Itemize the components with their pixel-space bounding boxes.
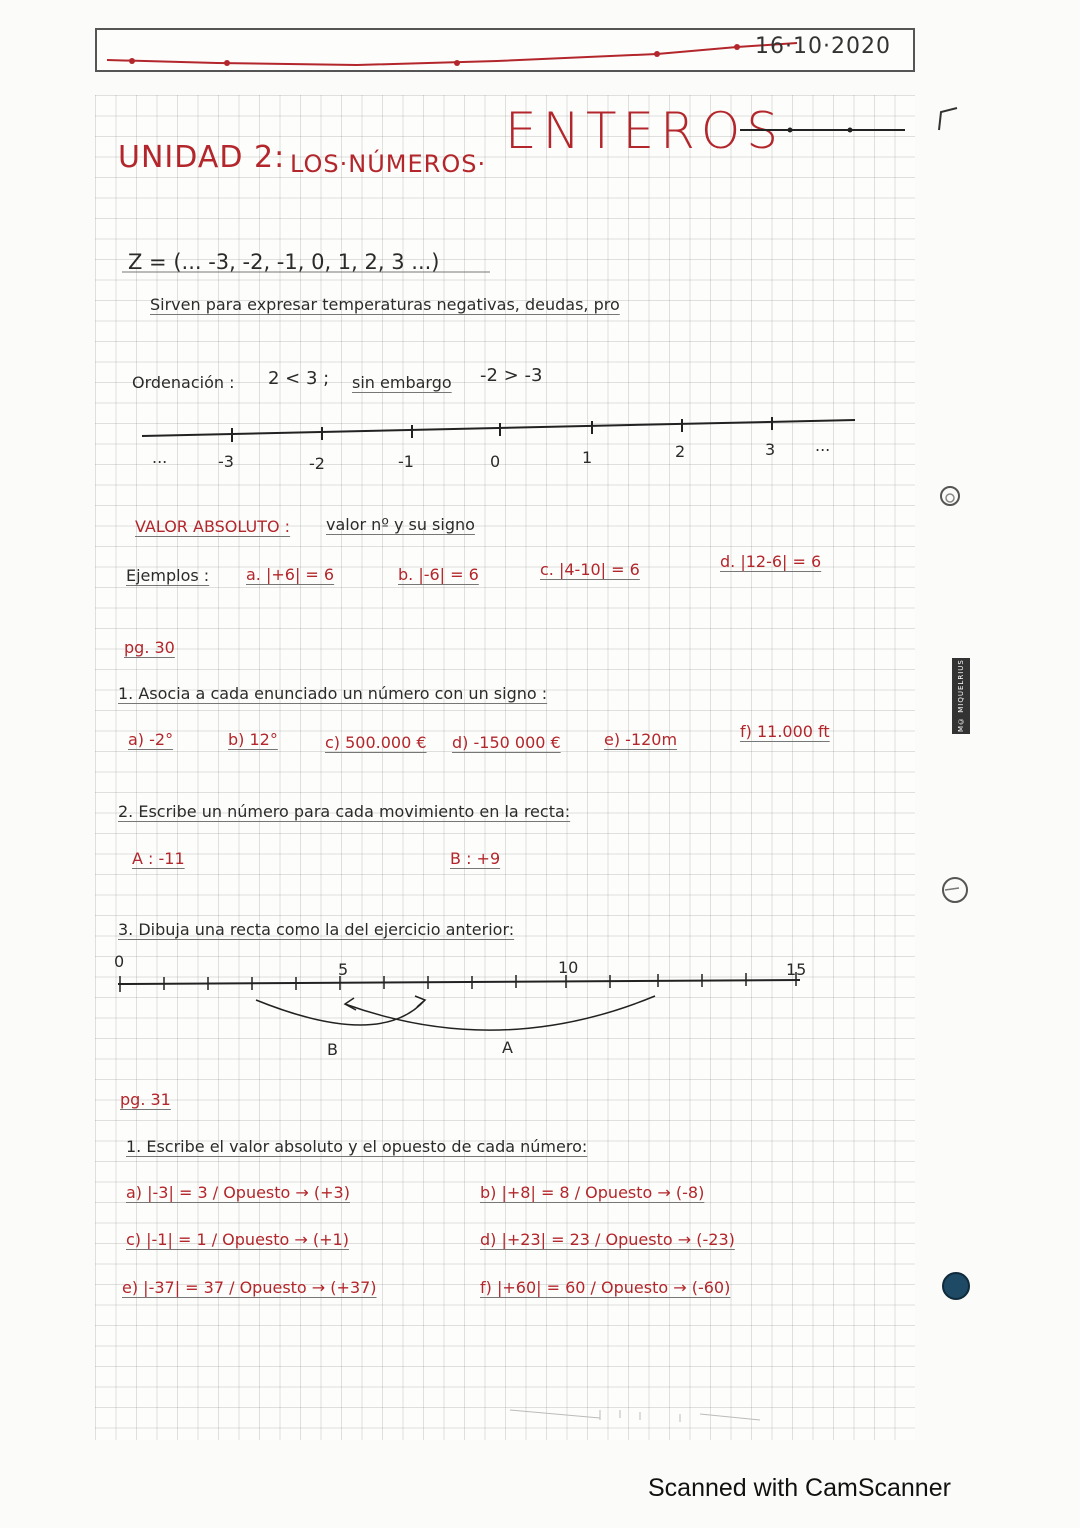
margin-mark-ring [932,478,972,514]
p30-ex1-f: f) 11.000 ft [740,722,830,741]
p31-answer-f: f) |+60| = 60 / Opuesto → (-60) [480,1278,731,1297]
p31-answer-a: a) |-3| = 3 / Opuesto → (+3) [126,1183,350,1202]
date: 16·10·2020 [755,34,891,59]
nl-label-minus2: -2 [309,454,325,473]
example-c: c. |4-10| = 6 [540,560,640,579]
ex3-tick-15: 15 [786,960,807,979]
nl-label-0: 0 [490,452,501,471]
ex3-tick-5: 5 [338,960,349,979]
nl-label-3: 3 [765,440,776,459]
p31-answer-e: e) |-37| = 37 / Opuesto → (+37) [122,1278,377,1297]
arc-b [256,1000,425,1025]
number-line [142,420,855,436]
p30-ex1-a: a) -2° [128,730,174,749]
margin-mark-circle [935,870,979,910]
nl-label-1: 1 [582,448,593,467]
integer-set: Z = (... -3, -2, -1, 0, 1, 2, 3 ...) [128,250,440,274]
ex3-number-line [118,980,800,984]
title-unit: UNIDAD 2: [118,140,286,175]
nl-label-2: 2 [675,442,686,461]
title-los-numeros: LOS·NÚMEROS· [290,150,487,178]
example-a: a. |+6| = 6 [246,565,335,584]
p30-ex1-c: c) 500.000 € [325,733,427,752]
p30-ex1-e: e) -120m [604,730,678,749]
uses-text: Sirven para expresar temperaturas negativas, deudas, pro [150,295,620,314]
arc-a [345,996,655,1030]
brand-tag: M© MIQUELRIUS [952,658,970,734]
abs-value-definition: valor nº y su signo [326,515,475,534]
p30-ex1-b: b) 12° [228,730,278,749]
p30-ex1-d: d) -150 000 € [452,733,561,752]
p30-ex1-title: 1. Asocia a cada enunciado un número con un signo : [118,684,548,703]
nl-label-minus1: -1 [398,452,414,471]
ex3-tick-10: 10 [558,958,579,977]
margin-mark-top [925,100,975,140]
p31-answer-c: c) |-1| = 1 / Opuesto → (+1) [126,1230,349,1249]
p30-ex3-title: 3. Dibuja una recta como la del ejercicio anterior: [118,920,515,939]
nl-label-dots-left: ... [152,448,168,467]
p31-answer-b: b) |+8| = 8 / Opuesto → (-8) [480,1183,705,1202]
p31-answer-d: d) |+23| = 23 / Opuesto → (-23) [480,1230,735,1249]
ex3-tick-0: 0 [114,952,125,971]
example-d: d. |12-6| = 6 [720,552,822,571]
number-line-ticks [232,417,772,442]
p30-ex2-title: 2. Escribe un número para cada movimiento en la recta: [118,802,571,821]
ex3-point-a: A [502,1038,513,1057]
page31-label: pg. 31 [120,1090,171,1109]
ordering-label: Ordenación : [132,373,235,392]
scanner-footer: Scanned with CamScanner [648,1474,951,1502]
ex3-point-b: B [327,1040,338,1059]
title-enteros: ENTEROS [505,102,784,160]
ordering-expr1: 2 < 3 ; [268,368,330,389]
p31-ex1-title: 1. Escribe el valor absoluto y el opuesto de cada número: [126,1137,588,1156]
page30-label: pg. 30 [124,638,175,657]
p30-ex2-b: B : +9 [450,849,501,868]
examples-label: Ejemplos : [126,566,210,585]
abs-value-label: VALOR ABSOLUTO : [135,517,291,536]
ordering-but: sin embargo [352,373,452,392]
nl-label-dots-right: ... [815,436,831,455]
ordering-expr2: -2 > -3 [480,365,543,386]
margin-mark-blue-dot [936,1266,980,1306]
p30-ex2-a: A : -11 [132,849,185,868]
example-b: b. |-6| = 6 [398,565,479,584]
nl-label-minus3: -3 [218,452,234,471]
